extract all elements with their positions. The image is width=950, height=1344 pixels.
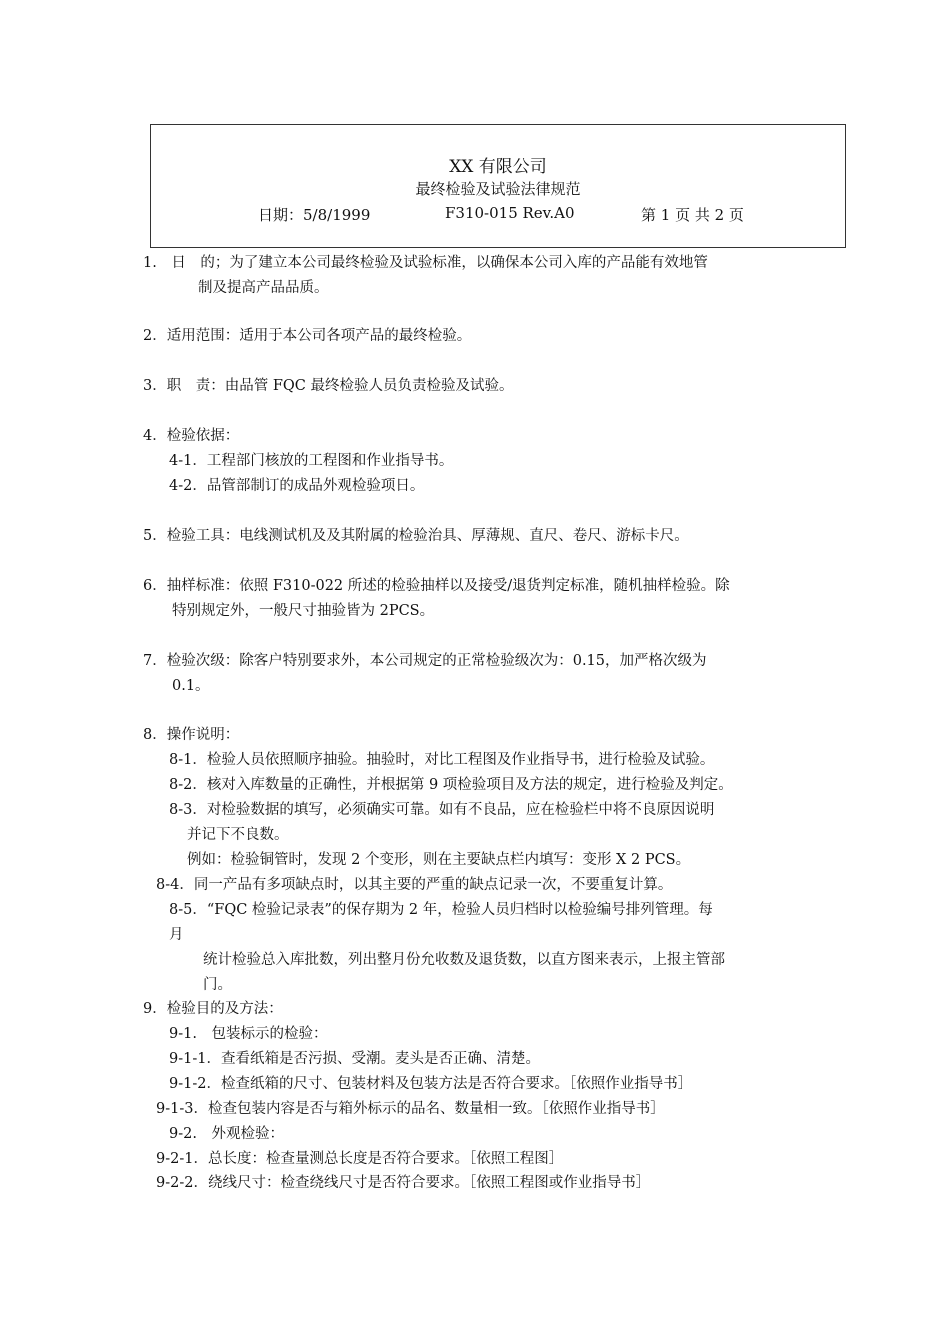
section-8-heading: 8．操作说明： (143, 727, 240, 743)
page-indicator: 第 1 页 共 2 页 (641, 206, 744, 224)
document-number: F310-015 Rev.A0 (445, 204, 575, 222)
item-9-2-2: 9-2-2．绕线尺寸：检查绕线尺寸是否符合要求。［依照工程图或作业指导书］ (156, 1175, 651, 1191)
document-header (150, 124, 846, 248)
item-8-3-example: 例如：检验铜管时，发现 2 个变形，则在主要缺点栏内填写：变形 X 2 PCS。 (187, 852, 691, 868)
section-3: 3．职 责：由品管 FQC 最终检验人员负责检验及试验。 (143, 378, 514, 394)
item-9-1: 9-1. 包装标示的检验： (169, 1026, 328, 1042)
item-8-3-line-2: 并记下不良数。 (187, 827, 289, 843)
item-8-5-line-2: 月 (169, 927, 184, 943)
item-9-2-1: 9-2-1．总长度：检查量测总长度是否符合要求。［依照工程图］ (156, 1151, 564, 1167)
item-9-1-2: 9-1-2．检查纸箱的尺寸、包装材料及包装方法是否符合要求。［依照作业指导书］ (169, 1076, 693, 1092)
item-8-2: 8-2．核对入库数量的正确性，并根据第 9 项检验项目及方法的规定，进行检验及判定。 (169, 777, 733, 793)
section-6-line-1: 6．抽样标准：依照 F310-022 所述的检验抽样以及接受/退货判定标准，随机抽样检验。除 (143, 578, 730, 594)
item-8-1: 8-1．检验人员依照顺序抽验。抽验时，对比工程图及作业指导书，进行检验及试验。 (169, 752, 715, 768)
item-4-2: 4-2．品管部制订的成品外观检验项日。 (169, 478, 425, 494)
section-1-line-2: 制及提高产品品质。 (198, 280, 329, 296)
section-1-line-1: 1. 日 的；为了建立本公司最终检验及试验标准，以确保本公司入库的产品能有效地管 (143, 255, 708, 271)
section-2: 2．适用范围：适用于本公司各项产品的最终检验。 (143, 328, 472, 344)
item-4-1: 4-1．工程部门核放的工程图和作业指导书。 (169, 453, 454, 469)
document-title: 最终检验及试验法律规范 (415, 180, 581, 198)
section-5: 5．检验工具：电线测试机及及其附属的检验治具、厚薄规、直尺、卷尺、游标卡尺。 (143, 528, 689, 544)
section-6-line-2: 特别规定外，一般尺寸抽验皆为 2PCS。 (172, 603, 435, 619)
item-8-5-line-1: 8-5．“FQC 检验记录表”的保存期为 2 年，检验人员归档时以检验编号排列管理。每 (169, 902, 713, 918)
section-7-line-1: 7．检验次级：除客户特别要求外，本公司规定的正常检验级次为：0.15，加严格次级为 (143, 653, 707, 669)
item-9-2: 9-2. 外观检验： (169, 1126, 284, 1142)
section-7-line-2: 0.1。 (172, 678, 210, 694)
section-4-heading: 4．检验依据： (143, 428, 240, 444)
company-name: XX 有限公司 (449, 157, 547, 177)
section-9-heading: 9．检验目的及方法： (143, 1001, 283, 1017)
document-date: 日期：5/8/1999 (258, 206, 371, 224)
item-8-5-line-3: 统计检验总入库批数，列出整月份允收数及退货数，以直方图来表示，上报主管部 (203, 952, 725, 968)
item-9-1-3: 9-1-3．检查包装内容是否与箱外标示的品名、数量相一致。［依照作业指导书］ (156, 1101, 665, 1117)
item-8-3-line-1: 8-3．对检验数据的填写，必须确实可靠。如有不良品，应在检验栏中将不良原因说明 (169, 802, 715, 818)
item-8-4: 8-4．同一产品有多项缺点时，以其主要的严重的缺点记录一次，不要重复计算。 (156, 877, 673, 893)
item-8-5-line-4: 门。 (203, 977, 232, 993)
item-9-1-1: 9-1-1．查看纸箱是否污损、受潮。麦头是否正确、清楚。 (169, 1051, 540, 1067)
